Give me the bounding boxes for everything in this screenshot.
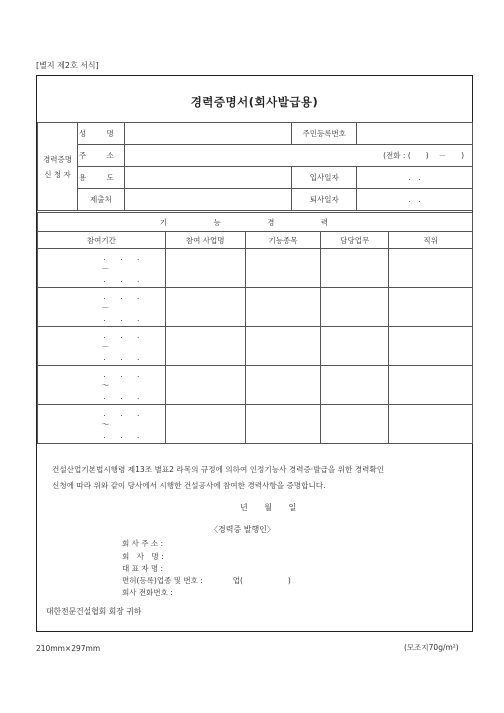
project-cell[interactable] xyxy=(165,288,245,327)
rrn-label: 주민등록번호 xyxy=(292,123,357,145)
footer-size: 210mm×297mm xyxy=(36,644,101,653)
header-duty: 담당업무 xyxy=(321,232,389,249)
position-cell[interactable] xyxy=(389,249,473,288)
duty-cell[interactable] xyxy=(321,405,389,444)
header-project: 참여 사업명 xyxy=(165,232,245,249)
table-row xyxy=(38,366,473,405)
leave-date-label: 퇴사일자 xyxy=(292,189,357,211)
address-label: 주 소 xyxy=(77,145,124,167)
table-row xyxy=(38,405,473,444)
table-row xyxy=(38,288,473,327)
purpose-field[interactable] xyxy=(124,167,292,189)
skill-cell[interactable] xyxy=(245,288,321,327)
header-period: 참여기간 xyxy=(38,232,166,249)
career-table xyxy=(37,212,473,444)
address-field[interactable] xyxy=(124,145,472,167)
skill-cell[interactable] xyxy=(245,405,321,444)
position-cell[interactable] xyxy=(389,366,473,405)
issuer-company: 회 사 명 : xyxy=(122,552,164,561)
skill-cell[interactable] xyxy=(245,366,321,405)
document-title: 경력증명서(회사발급용) xyxy=(190,95,319,109)
leave-date-field[interactable]: . . xyxy=(357,189,473,211)
position-cell[interactable] xyxy=(389,327,473,366)
position-cell[interactable] xyxy=(389,405,473,444)
issuer-address: 회 사 주 소 : xyxy=(122,539,164,548)
skill-cell[interactable] xyxy=(245,327,321,366)
form-number: [별지 제2호 서식] xyxy=(36,61,99,70)
project-cell[interactable] xyxy=(165,327,245,366)
rrn-field[interactable] xyxy=(357,123,473,145)
period-cell[interactable]: . . . － . . . xyxy=(38,327,166,366)
project-cell[interactable] xyxy=(165,405,245,444)
table-row xyxy=(38,249,473,288)
issue-date: 년 월 일 xyxy=(240,503,297,512)
period-cell[interactable]: . . . － . . . xyxy=(38,249,166,288)
career-section-title: 기 능 경 력 xyxy=(38,213,473,232)
period-cell[interactable]: . . . － . . . xyxy=(38,288,166,327)
project-cell[interactable] xyxy=(165,366,245,405)
table-row xyxy=(38,327,473,366)
hire-date-field[interactable]: . . xyxy=(357,167,473,189)
duty-cell[interactable] xyxy=(321,366,389,405)
position-cell[interactable] xyxy=(389,288,473,327)
phone-text: (전화 : ( ) － ) xyxy=(383,151,464,160)
name-label: 성 명 xyxy=(77,123,124,145)
duty-cell[interactable] xyxy=(321,249,389,288)
submit-label: 제출처 xyxy=(77,189,124,211)
issuer-phone: 회사 전화번호 : xyxy=(122,588,173,597)
issuer-ceo: 대 표 자 명 : xyxy=(122,564,164,573)
footer-paper: (모조지70g/m²) xyxy=(404,643,459,652)
certification-statement: 건설산업기본법시행령 제13조 별표2 라목의 규정에 의하여 인정기능사 경력증·발급을 위한 경력확인 신청에 따라 위와 같이 당사에서 시행한 건설공사에 참여한 경력사항을 증명합니다. xyxy=(52,465,385,490)
period-cell[interactable]: . . . ～ . . . xyxy=(38,405,166,444)
applicant-table xyxy=(37,122,473,211)
title-area xyxy=(37,76,472,123)
submit-field[interactable] xyxy=(124,189,292,211)
issuer-title: 〈경력증 발행인〉 xyxy=(210,525,275,534)
applicant-group-label: 경력증명 신 청 자 xyxy=(38,123,78,211)
skill-cell[interactable] xyxy=(245,249,321,288)
duty-cell[interactable] xyxy=(321,288,389,327)
period-cell[interactable]: . . . ～ . . . xyxy=(38,366,166,405)
project-cell[interactable] xyxy=(165,249,245,288)
addressee: 대한전문건설협회 회장 귀하 xyxy=(46,607,142,616)
name-field[interactable] xyxy=(124,123,292,145)
hire-date-label: 입사일자 xyxy=(292,167,357,189)
issuer-license: 면허(등록)업종 및 번호 : 업( ) xyxy=(122,576,291,585)
header-skill: 기능종목 xyxy=(245,232,321,249)
purpose-label: 용 도 xyxy=(77,167,124,189)
header-position: 직위 xyxy=(389,232,473,249)
duty-cell[interactable] xyxy=(321,327,389,366)
